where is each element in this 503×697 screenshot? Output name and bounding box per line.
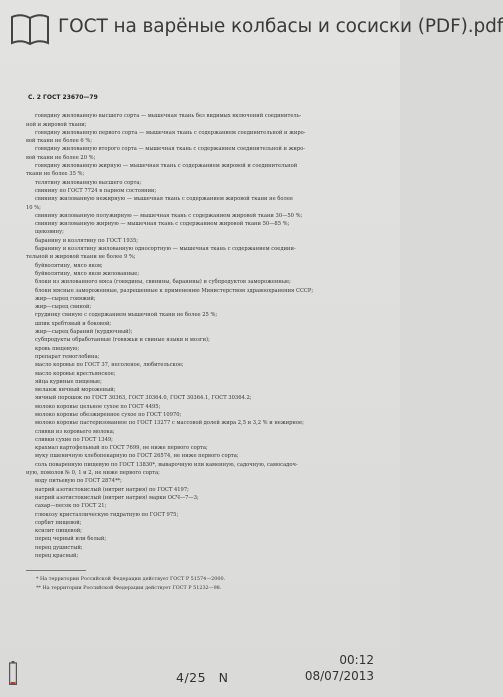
- text-line: говядину жилованную жирную — мышечная ткань с содержанием жировой и соединительной: [35, 163, 298, 170]
- text-line: молоко коровье пастеризованное по ГОСТ 13277 с массовой долей жира 2,5 и 3,2 % и нежирное;: [35, 420, 304, 427]
- text-line: свинину жилованную нежирную — мышечная ткань с содержанием жировой ткани не более: [35, 196, 293, 203]
- open-book-icon[interactable]: [10, 12, 50, 48]
- text-line: натрий азотистокислый (нитрит натрия) по ГОСТ 4197;: [35, 486, 189, 493]
- text-line: ную, помолов № 0, 1 и 2, не ниже первого сорта;: [26, 470, 160, 477]
- text-line: свинину жилованную жирную — мышечная ткань с содержанием жировой ткани 50—85 %;: [35, 221, 290, 228]
- text-line: свинину жилованную полужирную — мышечная ткань с содержанием жировой ткани 30—50 %;: [35, 212, 303, 219]
- text-line: блоки из жилованного мяса (говядины, свинины, баранины) и субпродуктов замороженные;: [35, 279, 291, 286]
- text-line: глюкозу кристаллическую гидратную по ГОСТ 975;: [35, 511, 179, 518]
- footnote-1: * На территории Российской Федерации действует ГОСТ Р 51574—2000.: [36, 576, 226, 583]
- text-line: жир—сырец бараний (курдючный);: [35, 329, 133, 336]
- clock-time: 00:12: [339, 653, 374, 667]
- battery-icon: [9, 661, 17, 685]
- running-head: С. 2 ГОСТ 23670—79: [28, 94, 98, 101]
- text-line: жир—сырец говяжий;: [35, 295, 96, 302]
- document-page[interactable]: [26, 88, 378, 678]
- document-title: ГОСТ на варёные колбасы и сосиски (PDF).pdf: [58, 16, 503, 37]
- text-line: молоко коровье обезжиренное сухое по ГОСТ 10970;: [35, 411, 182, 418]
- text-line: ксилит пищевой;: [35, 528, 82, 535]
- title-bar: [0, 0, 503, 60]
- text-line: молоко коровье цельное сухое по ГОСТ 4495;: [35, 403, 161, 410]
- text-line: буйволятину, мясо яков;: [35, 262, 103, 269]
- status-bar: [0, 650, 400, 697]
- text-line: яичный порошок по ГОСТ 30363, ГОСТ 30364.0, ГОСТ 30364.1, ГОСТ 30364.2;: [35, 395, 252, 402]
- text-line: сливки сухие по ГОСТ 1349;: [35, 436, 113, 443]
- text-line: говядину жилованную второго сорта — мышечная ткань с содержанием соединительной и жиро-: [35, 146, 306, 153]
- body-text: [26, 112, 378, 560]
- text-line: буйволятину, мясо яков жилованные;: [35, 270, 140, 277]
- text-line: соль поваренную пищевую по ГОСТ 13830*, выварочную или каменную, садочную, самосадоч-: [35, 461, 298, 468]
- text-line: говядину жилованную первого сорта — мышечная ткань с содержанием соединительной и жиро-: [35, 129, 306, 136]
- page-number: 4/25: [176, 670, 207, 685]
- text-line: препарат гемоглобина;: [35, 353, 100, 360]
- text-line: ткани не более 35 %;: [26, 171, 85, 178]
- text-line: крахмал картофельный по ГОСТ 7699, не ниже первого сорта;: [35, 445, 208, 452]
- text-line: вой ткани не более 6 %;: [26, 138, 93, 145]
- text-line: перец красный;: [35, 553, 79, 560]
- text-line: субпродукты обработанные (говяжьи и свиные языки и мозги);: [35, 337, 210, 344]
- text-line: ной и жировой ткани;: [26, 121, 87, 128]
- text-line: баранину и козлятину жилованную односортную — мышечная ткань с содержанием соедини-: [35, 246, 296, 253]
- text-line: тельной и жировой ткани не более 9 %;: [26, 254, 136, 261]
- text-line: щековину;: [35, 229, 64, 236]
- text-line: сахар—песок по ГОСТ 21;: [35, 503, 107, 510]
- text-line: муку пшеничную хлебопекарную по ГОСТ 26574, не ниже первого сорта;: [35, 453, 239, 460]
- text-line: телятину жилованную высшего сорта;: [35, 179, 142, 186]
- text-line: яйца куриные пищевые;: [35, 378, 102, 385]
- text-line: говядину жилованную высшего сорта — мышечная ткань без видимых включений соединитель-: [35, 113, 302, 120]
- text-line: свинину по ГОСТ 7724 в парном состоянии;: [35, 187, 157, 194]
- text-line: вой ткани не более 20 %;: [26, 154, 96, 161]
- text-line: жир—сырец свиной;: [35, 304, 92, 311]
- footnote-2: ** На территории Российской Федерации действует ГОСТ Р 51232—98.: [36, 584, 222, 591]
- footnote-divider: [26, 570, 86, 571]
- text-line: масло коровье крестьянское;: [35, 370, 116, 377]
- text-line: воду питьевую по ГОСТ 2874**;: [35, 478, 122, 485]
- text-line: кровь пищевую;: [35, 345, 80, 352]
- page-indicator[interactable]: [176, 670, 228, 685]
- text-line: шпик хребтовый и боковой;: [35, 320, 112, 327]
- text-line: натрий азотистокислый (нитрит натрия) марки ОСЧ—7—3;: [35, 494, 199, 501]
- text-line: сорбит пищевой;: [35, 519, 82, 526]
- text-line: баранину и козлятину по ГОСТ 1935;: [35, 237, 139, 244]
- text-line: 10 %;: [26, 204, 41, 211]
- text-line: блоки мясные замороженные, разрешенные к применению Министерством здравоохранения СССР;: [35, 287, 314, 294]
- text-line: меланж яичный мороженый;: [35, 387, 116, 394]
- text-line: перец черный или белый;: [35, 536, 107, 543]
- clock-date: 08/07/2013: [304, 669, 374, 683]
- reading-mode: N: [218, 670, 229, 685]
- text-line: грудинку свиную с содержанием мышечной ткани не более 25 %;: [35, 312, 218, 319]
- text-line: перец душистый;: [35, 544, 83, 551]
- text-line: масло коровье по ГОСТ 37, несоленое, любительское;: [35, 362, 184, 369]
- text-line: сливки из коровьего молока;: [35, 428, 115, 435]
